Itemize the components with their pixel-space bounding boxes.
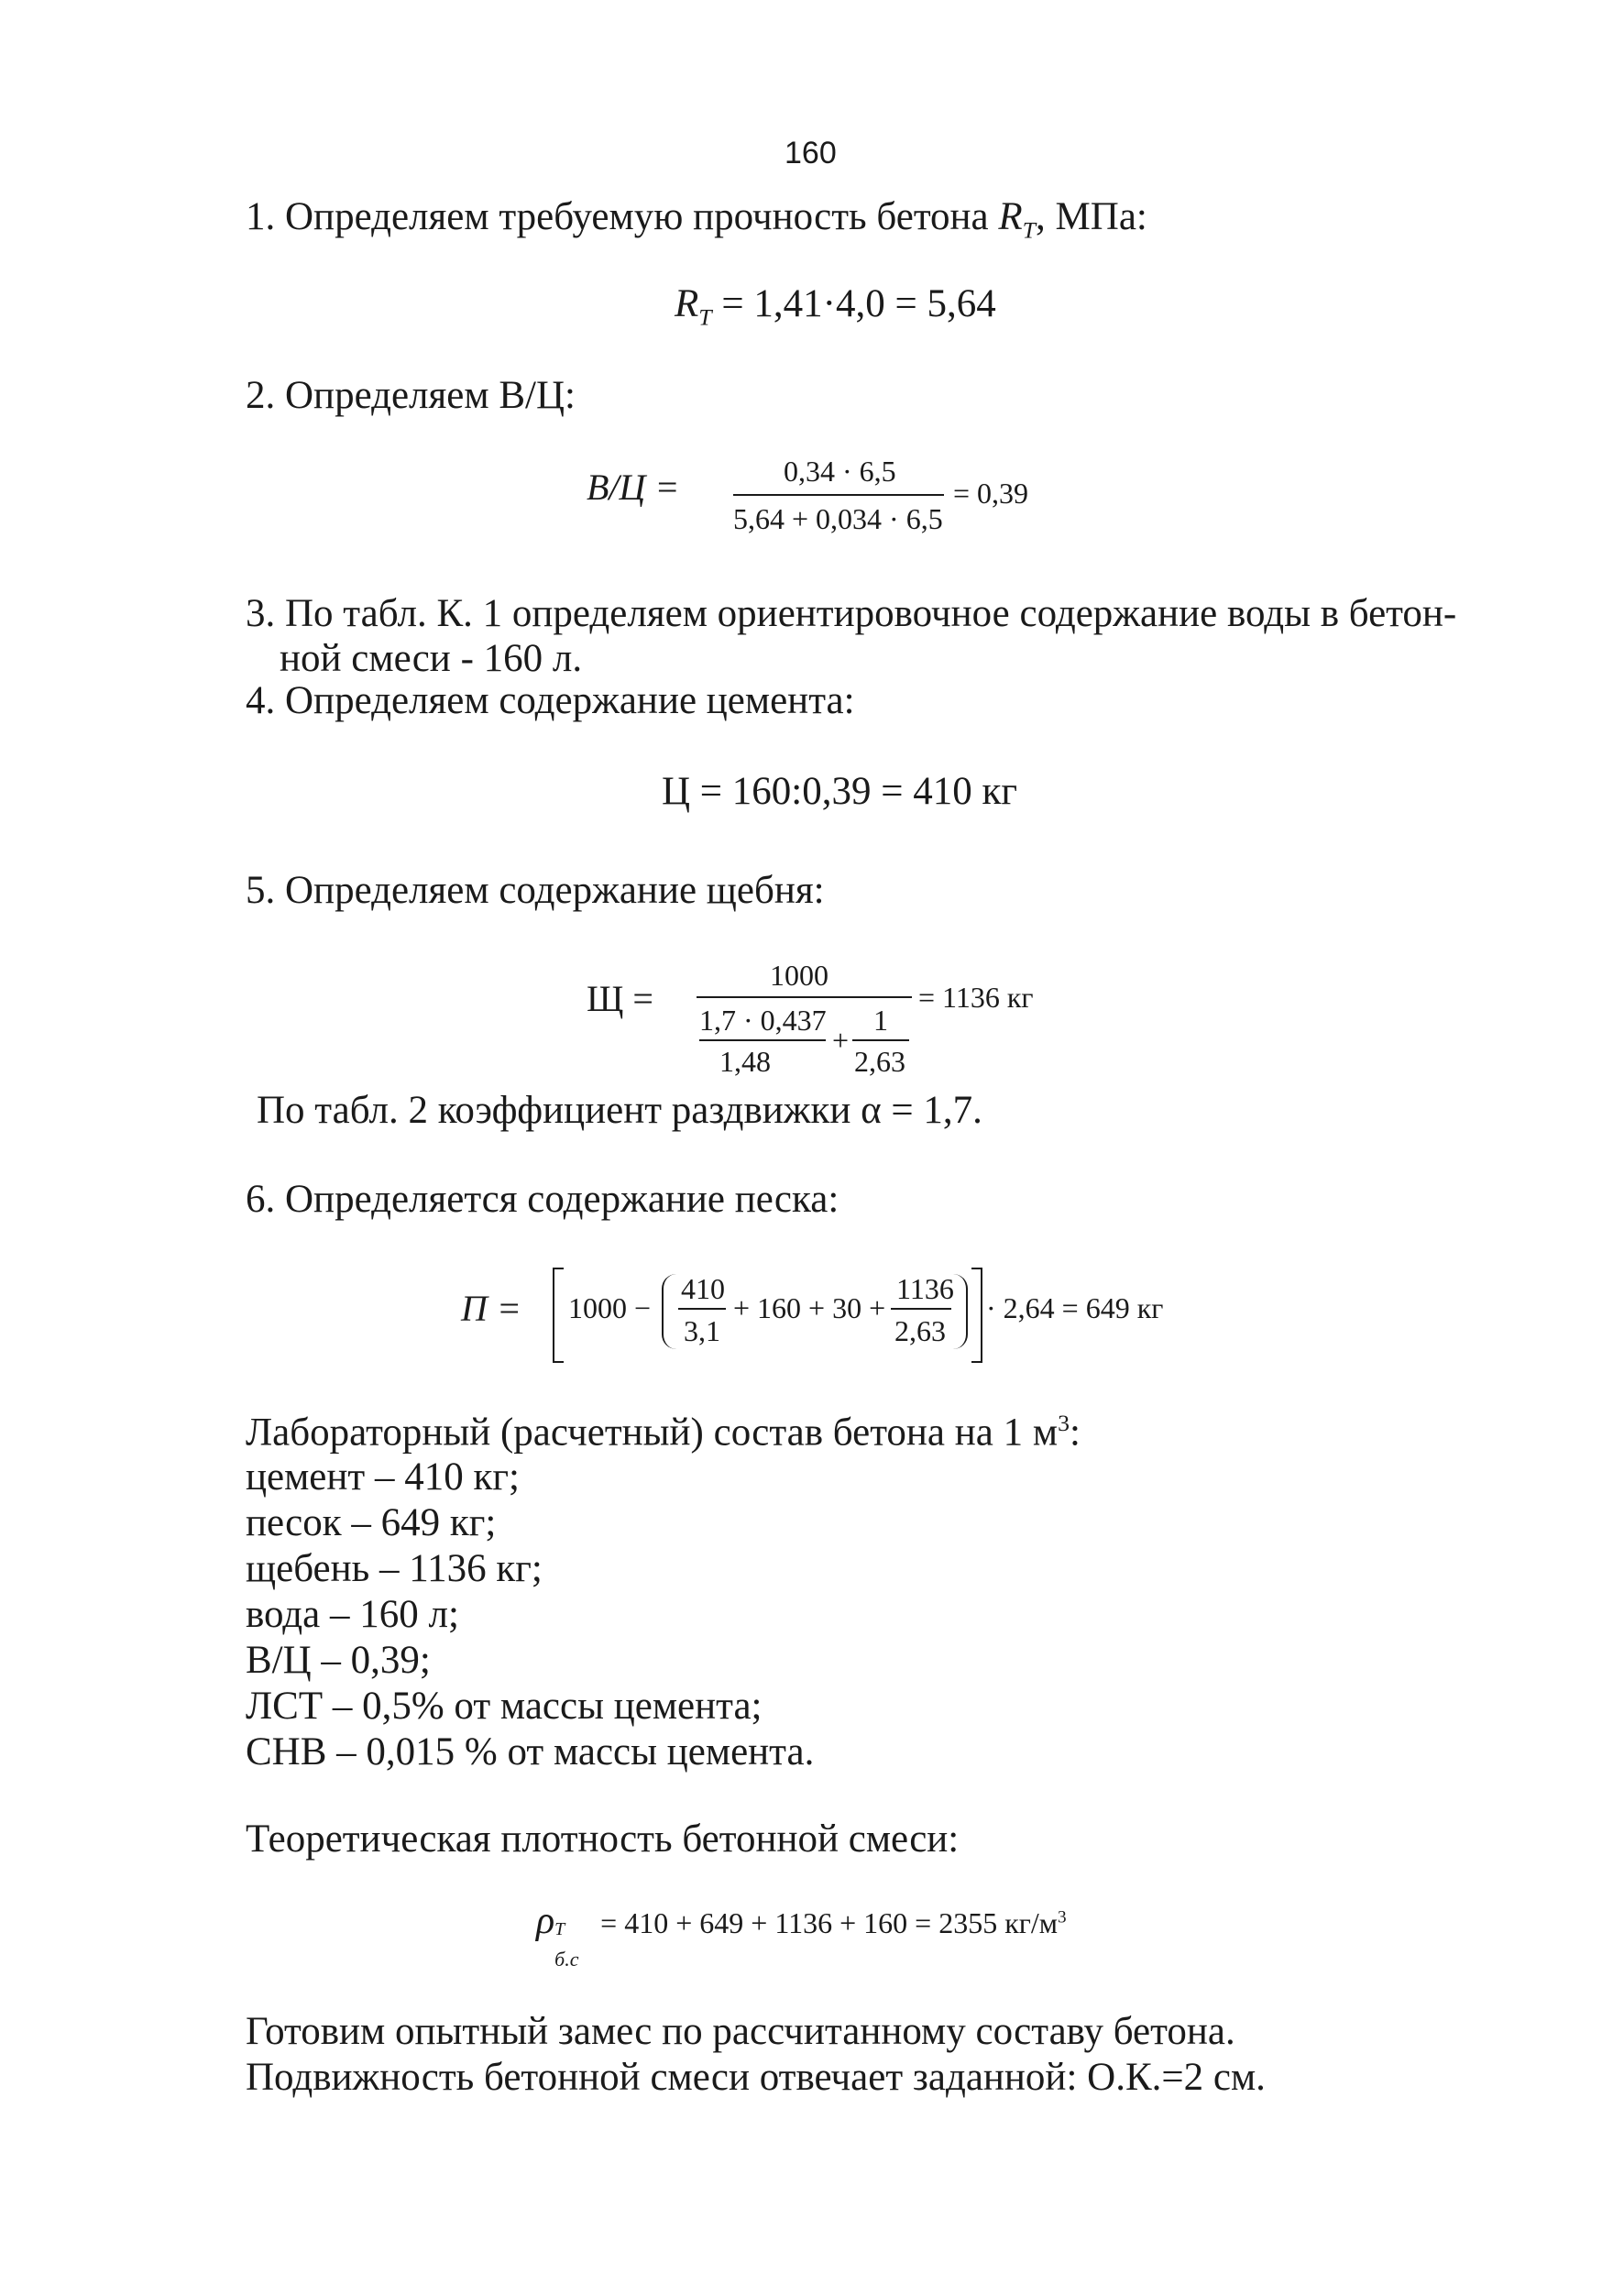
- formula-5-numerator: 1000: [770, 959, 828, 992]
- composition-item: песок – 649 кг;: [246, 1501, 497, 1544]
- composition-title: Лабораторный (расчетный) состав бетона на 1 $м^3$:: [246, 1410, 1081, 1455]
- formula-5-plus: +: [832, 1024, 850, 1057]
- step-5-note: По табл. 2 коэффициент раздвижки α = 1,7.: [257, 1089, 982, 1132]
- step-3-line-1: 3. По табл. К. 1 определяем ориентировочное содержание воды в бетон-: [246, 592, 1457, 635]
- composition-item: цемент – 410 кг;: [246, 1455, 520, 1499]
- density-title: Теоретическая плотность бетонной смеси:: [246, 1817, 960, 1861]
- step-6-text: 6. Определяется содержание песка:: [246, 1178, 839, 1221]
- formula-1: $R_T = 1,41\cdot 4,0 = 5,64$: [675, 282, 996, 331]
- formula-6-bar-1136: [891, 1308, 951, 1310]
- step-1-label: 1. Определяем требуемую прочность бетона: [246, 195, 989, 238]
- step-4-text: 4. Определяем содержание цемента:: [246, 679, 855, 722]
- formula-5-one: 1: [873, 1004, 888, 1037]
- formula-2-lhs: В/Ц =: [587, 467, 680, 508]
- step-1-unit: , МПа:: [1036, 195, 1147, 238]
- composition-item: СНВ – 0,015 % от массы цемента.: [246, 1730, 815, 1773]
- formula-6-right-paren: [953, 1274, 968, 1349]
- composition-item: вода – 160 л;: [246, 1593, 459, 1636]
- formula-6-den-2-63: 2,63: [894, 1314, 946, 1347]
- formula-2-numerator: 0,34 · 6,5: [784, 455, 896, 488]
- formula-6-lhs: П =: [461, 1288, 521, 1329]
- formula-5-inner-numerator: 1,7 · 0,437: [699, 1004, 827, 1037]
- composition-item: В/Ц – 0,39;: [246, 1639, 431, 1682]
- composition-item: щебень – 1136 кг;: [246, 1547, 543, 1590]
- footer-line-1: Готовим опытный замес по рассчитанному составу бетона.: [246, 2010, 1235, 2053]
- step-5-text: 5. Определяем содержание щебня:: [246, 869, 825, 912]
- formula-5-main-bar: [697, 996, 912, 998]
- formula-6-left-bracket: [553, 1268, 564, 1363]
- formula-4: Ц = 160:0,39 = 410 кг: [662, 770, 1018, 813]
- formula-5-inner-bar-2: [852, 1039, 909, 1041]
- composition-item: ЛСТ – 0,5% от массы цемента;: [246, 1685, 763, 1728]
- formula-6-num-410: 410: [681, 1272, 725, 1305]
- formula-2-rhs: = 0,39: [953, 477, 1029, 510]
- formula-5-one-denominator: 2,63: [854, 1045, 905, 1078]
- formula-5-inner-bar-1: [699, 1039, 826, 1041]
- formula-6-left-paren: [662, 1274, 676, 1349]
- density-formula: ρ Т б.с = 410 + 649 + 1136 + 160 = 2355 $кг/м^3$: [536, 1900, 1067, 1971]
- formula-6-right-bracket: [971, 1268, 982, 1363]
- step-2-text: 2. Определяем В/Ц:: [246, 374, 576, 417]
- step-1-var: $R_T$: [998, 195, 1037, 244]
- formula-2-denominator: 5,64 + 0,034 · 6,5: [733, 502, 943, 535]
- formula-6-1000: 1000 −: [568, 1291, 652, 1324]
- formula-5-lhs: Щ =: [587, 978, 653, 1019]
- step-3-line-2: ной смеси - 160 л.: [280, 637, 583, 680]
- density-symbol: ρ: [536, 1900, 555, 1942]
- formula-2-fraction-bar: [733, 494, 944, 496]
- formula-5-inner-denominator: 1,48: [719, 1045, 771, 1078]
- formula-6-middle: + 160 + 30 +: [733, 1291, 886, 1324]
- formula-6-bar-410: [678, 1308, 726, 1310]
- formula-5-rhs: = 1136 кг: [918, 981, 1034, 1014]
- footer-line-2: Подвижность бетонной смеси отвечает заданной: О.К.=2 см.: [246, 2056, 1266, 2099]
- step-1-text: [246, 197, 1147, 242]
- formula-6-num-1136: 1136: [896, 1272, 954, 1305]
- formula-6-rhs: · 2,64 = 649 кг: [986, 1291, 1164, 1324]
- page-number: 160: [785, 136, 837, 170]
- formula-6-den-3-1: 3,1: [684, 1314, 720, 1347]
